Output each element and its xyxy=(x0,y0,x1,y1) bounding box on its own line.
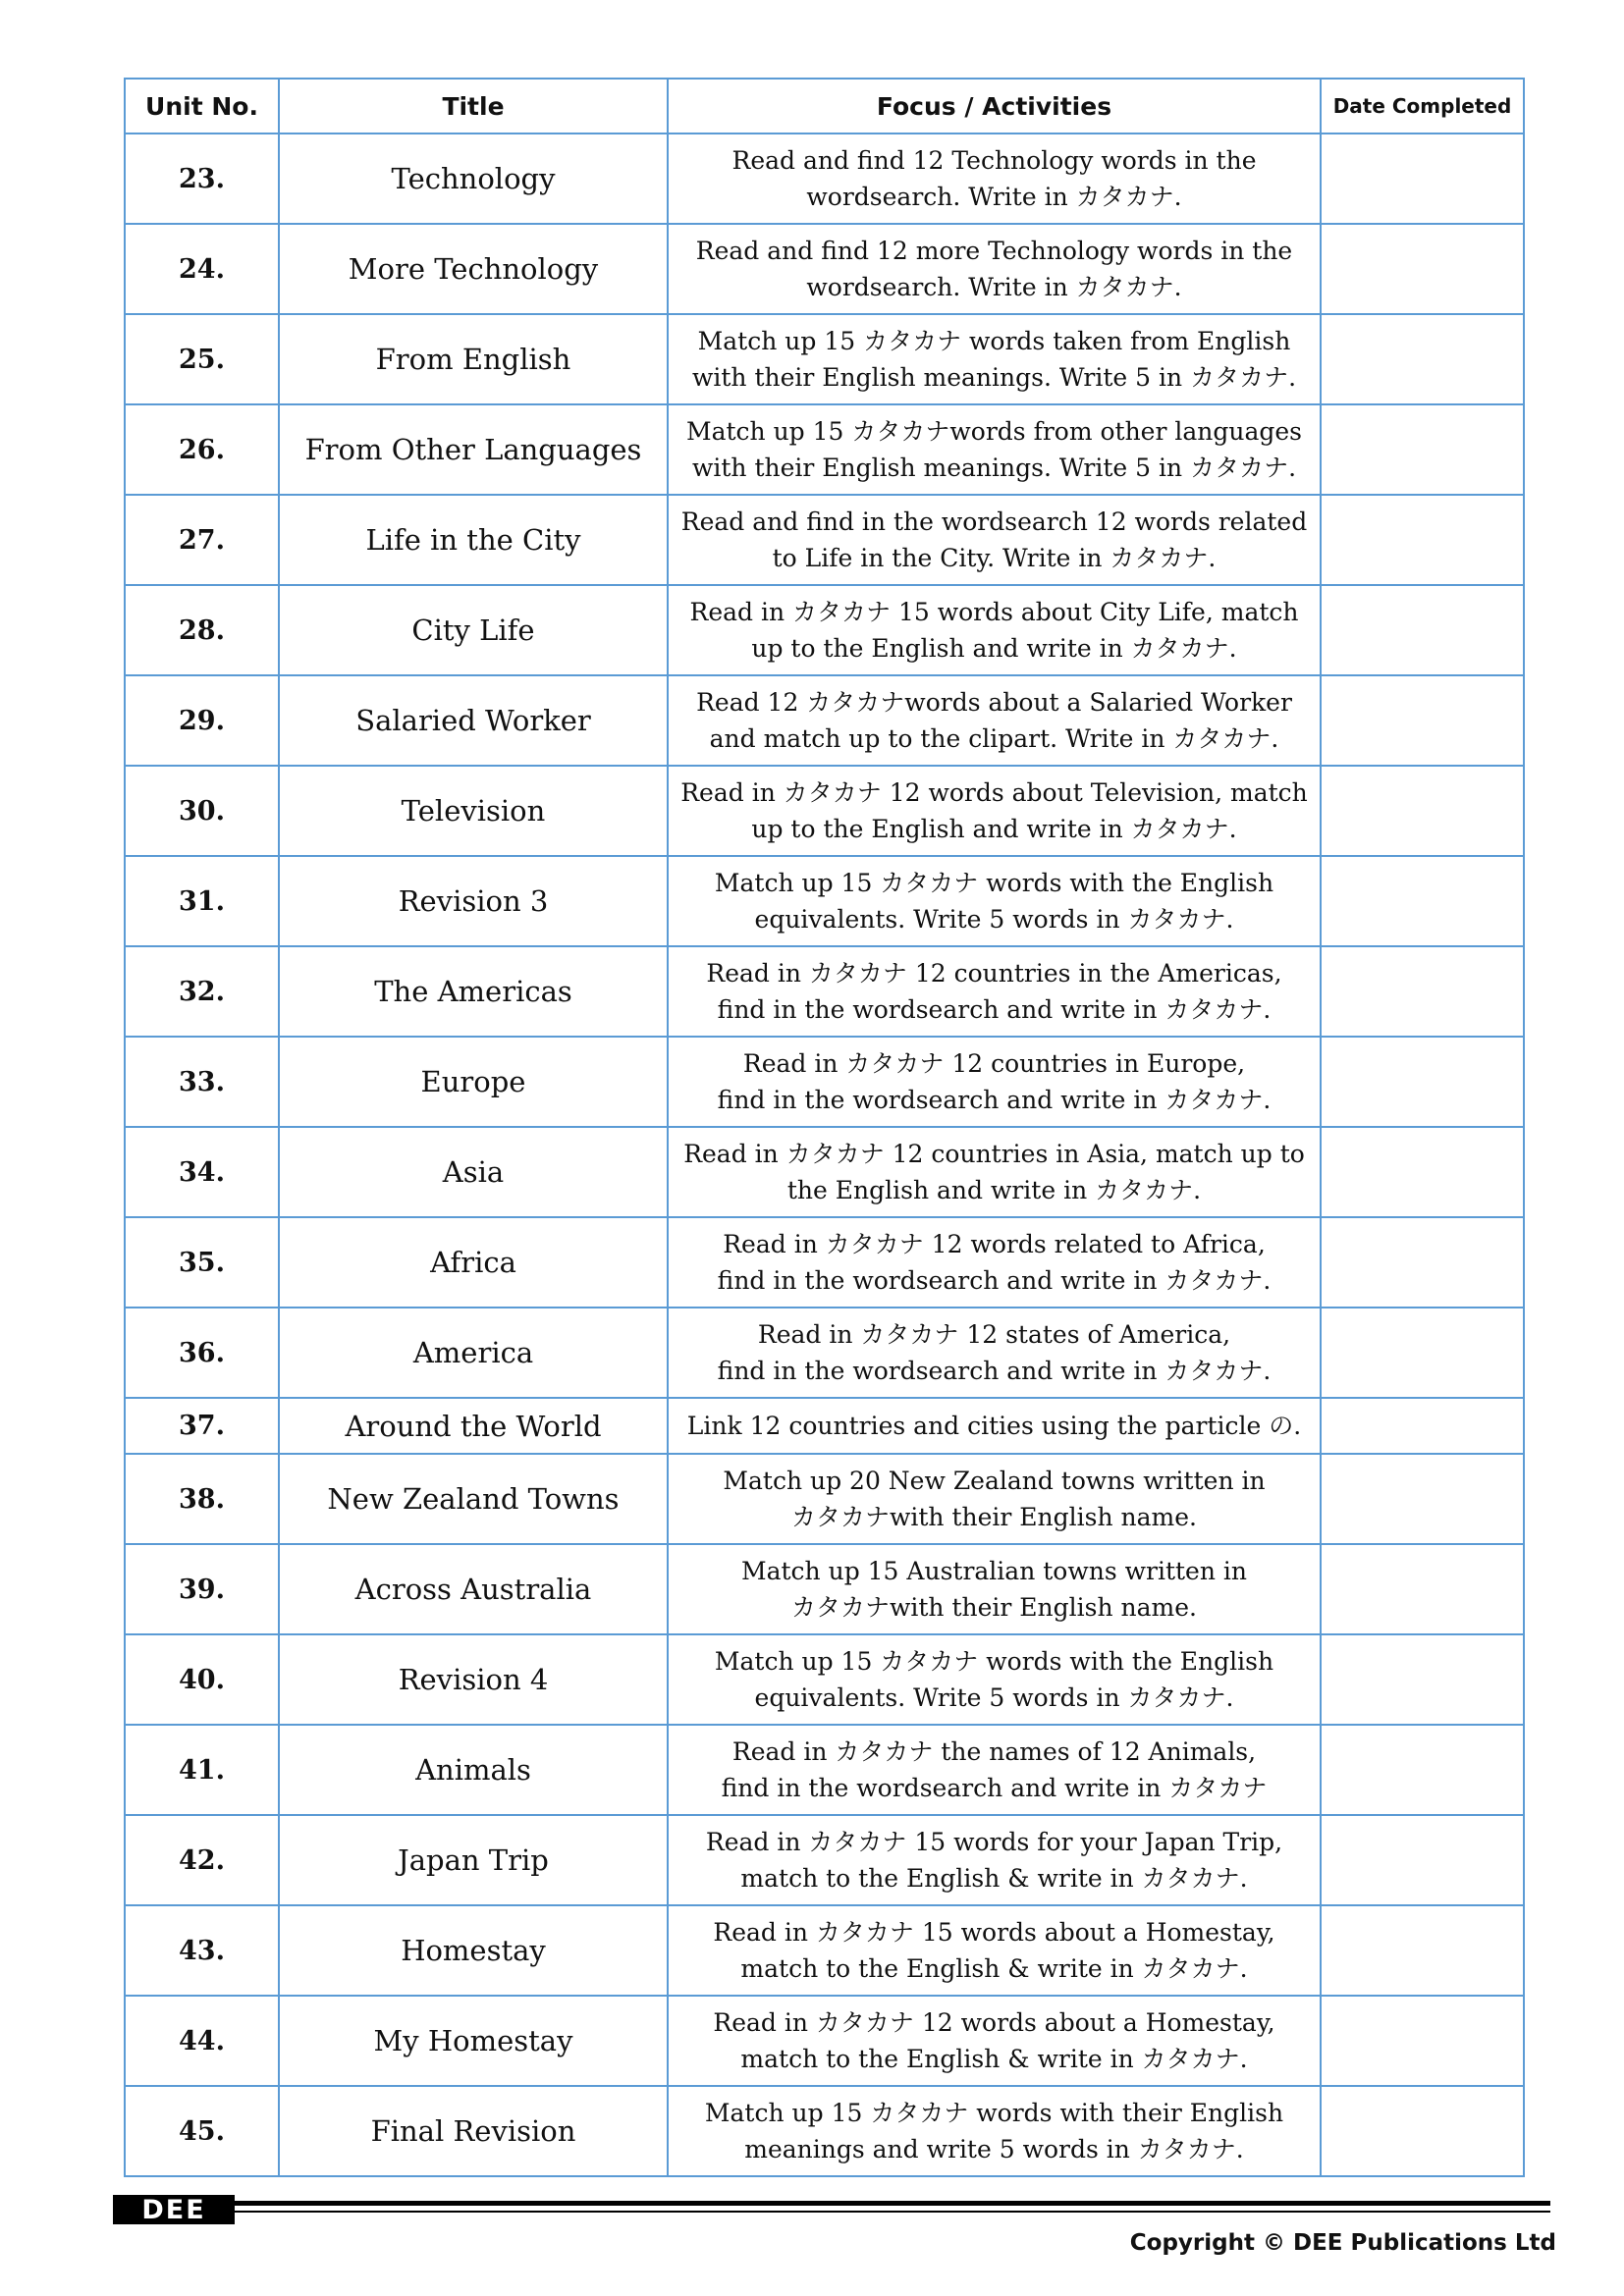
unit-number-cell: 33. xyxy=(125,1037,279,1127)
focus-line: up to the English and write in カタカナ. xyxy=(751,815,1237,843)
focus-line: Read in カタカナ 15 words about a Homestay, xyxy=(713,1918,1275,1947)
focus-line: Read in カタカナ 12 countries in Asia, match up to xyxy=(683,1140,1305,1168)
focus-line: and match up to the clipart. Write in カタカナ. xyxy=(709,724,1279,753)
focus-line: Match up 15 カタカナwords from other languages xyxy=(685,417,1303,446)
focus-line: equivalents. Write 5 words in カタカナ. xyxy=(754,1683,1234,1712)
focus-activities-cell xyxy=(668,133,1321,224)
table-row xyxy=(125,1037,1524,1127)
footer-rule-thick xyxy=(235,2201,1550,2206)
unit-title-cell: Asia xyxy=(279,1127,668,1217)
focus-activities-cell xyxy=(668,404,1321,495)
table-row xyxy=(125,856,1524,946)
focus-line: wordsearch. Write in カタカナ. xyxy=(806,273,1182,301)
focus-line: Match up 20 New Zealand towns written in xyxy=(723,1467,1266,1495)
date-completed-cell[interactable] xyxy=(1321,2086,1524,2176)
table-row xyxy=(125,766,1524,856)
table-row xyxy=(125,224,1524,314)
unit-number-cell: 37. xyxy=(125,1398,279,1454)
header-unit-no: Unit No. xyxy=(125,79,279,133)
unit-title-cell: From English xyxy=(279,314,668,404)
focus-line: up to the English and write in カタカナ. xyxy=(751,634,1237,663)
date-completed-cell[interactable] xyxy=(1321,766,1524,856)
date-completed-cell[interactable] xyxy=(1321,1308,1524,1398)
table-row xyxy=(125,1634,1524,1725)
focus-line: カタカナwith their English name. xyxy=(790,1503,1197,1531)
unit-title-cell: Salaried Worker xyxy=(279,675,668,766)
unit-number-cell: 34. xyxy=(125,1127,279,1217)
unit-number-cell: 32. xyxy=(125,946,279,1037)
unit-title-cell: Across Australia xyxy=(279,1544,668,1634)
table-row xyxy=(125,1127,1524,1217)
date-completed-cell[interactable] xyxy=(1321,585,1524,675)
focus-line: equivalents. Write 5 words in カタカナ. xyxy=(754,905,1234,934)
focus-activities-cell xyxy=(668,1127,1321,1217)
unit-title-cell: From Other Languages xyxy=(279,404,668,495)
focus-activities-cell xyxy=(668,675,1321,766)
unit-title-cell: Europe xyxy=(279,1037,668,1127)
focus-line: カタカナwith their English name. xyxy=(790,1593,1197,1622)
unit-title-cell: The Americas xyxy=(279,946,668,1037)
focus-line: to Life in the City. Write in カタカナ. xyxy=(772,544,1217,572)
header-title: Title xyxy=(279,79,668,133)
unit-title-cell: New Zealand Towns xyxy=(279,1454,668,1544)
focus-activities-cell xyxy=(668,2086,1321,2176)
unit-number-cell: 28. xyxy=(125,585,279,675)
focus-activities-cell xyxy=(668,1454,1321,1544)
table-row xyxy=(125,314,1524,404)
unit-number-cell: 24. xyxy=(125,224,279,314)
unit-number-cell: 41. xyxy=(125,1725,279,1815)
table-row xyxy=(125,1454,1524,1544)
focus-activities-cell xyxy=(668,946,1321,1037)
unit-number-cell: 29. xyxy=(125,675,279,766)
date-completed-cell[interactable] xyxy=(1321,133,1524,224)
unit-title-cell: America xyxy=(279,1308,668,1398)
unit-number-cell: 38. xyxy=(125,1454,279,1544)
focus-line: Match up 15 カタカナ words with the English xyxy=(714,869,1274,897)
date-completed-cell[interactable] xyxy=(1321,675,1524,766)
focus-line: match to the English & write in カタカナ. xyxy=(740,2045,1248,2073)
table-row xyxy=(125,404,1524,495)
focus-activities-cell xyxy=(668,1308,1321,1398)
table-row xyxy=(125,495,1524,585)
focus-line: Read 12 カタカナwords about a Salaried Worker xyxy=(696,688,1292,717)
focus-line: match to the English & write in カタカナ. xyxy=(740,1864,1248,1893)
focus-activities-cell xyxy=(668,856,1321,946)
date-completed-cell[interactable] xyxy=(1321,1454,1524,1544)
unit-number-cell: 30. xyxy=(125,766,279,856)
focus-line: Read and find 12 Technology words in the xyxy=(731,146,1257,175)
date-completed-cell[interactable] xyxy=(1321,946,1524,1037)
focus-activities-cell xyxy=(668,1217,1321,1308)
table-row xyxy=(125,1815,1524,1905)
focus-line: Read in カタカナ 12 countries in Europe, xyxy=(742,1049,1246,1078)
date-completed-cell[interactable] xyxy=(1321,1398,1524,1454)
date-completed-cell[interactable] xyxy=(1321,1037,1524,1127)
focus-line: Match up 15 カタカナ words with their English xyxy=(704,2099,1284,2127)
unit-title-cell: My Homestay xyxy=(279,1996,668,2086)
table-row xyxy=(125,1725,1524,1815)
focus-activities-cell xyxy=(668,1815,1321,1905)
date-completed-cell[interactable] xyxy=(1321,1905,1524,1996)
unit-number-cell: 42. xyxy=(125,1815,279,1905)
unit-title-cell: City Life xyxy=(279,585,668,675)
table-row xyxy=(125,1905,1524,1996)
focus-line: Link 12 countries and cities using the particle の. xyxy=(686,1412,1302,1440)
unit-title-cell: Revision 4 xyxy=(279,1634,668,1725)
unit-title-cell: More Technology xyxy=(279,224,668,314)
unit-title-cell: Life in the City xyxy=(279,495,668,585)
footer-rule-thin xyxy=(235,2211,1550,2213)
focus-line: Match up 15 カタカナ words with the English xyxy=(714,1647,1274,1676)
unit-title-cell: Japan Trip xyxy=(279,1815,668,1905)
focus-activities-cell xyxy=(668,314,1321,404)
focus-line: find in the wordsearch and write in カタカナ xyxy=(721,1774,1268,1802)
focus-activities-cell xyxy=(668,1996,1321,2086)
date-completed-cell[interactable] xyxy=(1321,1815,1524,1905)
unit-number-cell: 43. xyxy=(125,1905,279,1996)
header-focus: Focus / Activities xyxy=(668,79,1321,133)
unit-title-cell: Television xyxy=(279,766,668,856)
unit-number-cell: 31. xyxy=(125,856,279,946)
unit-title-cell: Africa xyxy=(279,1217,668,1308)
focus-line: Read in カタカナ 12 countries in the Americas, xyxy=(706,959,1282,988)
table-row xyxy=(125,1544,1524,1634)
date-completed-cell[interactable] xyxy=(1321,1725,1524,1815)
table-row xyxy=(125,1398,1524,1454)
focus-line: Read in カタカナ 15 words for your Japan Trip, xyxy=(705,1828,1283,1856)
date-completed-cell[interactable] xyxy=(1321,1634,1524,1725)
focus-line: Read and find 12 more Technology words in the xyxy=(695,237,1293,265)
focus-activities-cell xyxy=(668,1725,1321,1815)
header-row xyxy=(125,79,1524,133)
date-completed-cell[interactable] xyxy=(1321,314,1524,404)
focus-line: Read in カタカナ 12 states of America, xyxy=(757,1320,1231,1349)
date-completed-cell[interactable] xyxy=(1321,1127,1524,1217)
date-completed-cell[interactable] xyxy=(1321,495,1524,585)
table-body xyxy=(125,133,1524,2176)
unit-number-cell: 40. xyxy=(125,1634,279,1725)
copyright-text: Copyright © DEE Publications Ltd xyxy=(1129,2230,1556,2256)
focus-line: find in the wordsearch and write in カタカナ. xyxy=(717,1266,1272,1295)
footer-bar xyxy=(113,2195,1550,2224)
focus-line: Read in カタカナ 12 words about a Homestay, xyxy=(713,2008,1275,2037)
focus-activities-cell xyxy=(668,224,1321,314)
unit-title-cell: Around the World xyxy=(279,1398,668,1454)
unit-title-cell: Animals xyxy=(279,1725,668,1815)
unit-title-cell: Revision 3 xyxy=(279,856,668,946)
focus-line: find in the wordsearch and write in カタカナ. xyxy=(717,1357,1272,1385)
focus-activities-cell xyxy=(668,1634,1321,1725)
unit-title-cell: Homestay xyxy=(279,1905,668,1996)
table-row xyxy=(125,585,1524,675)
focus-line: Match up 15 カタカナ words taken from English xyxy=(697,327,1291,355)
focus-line: Match up 15 Australian towns written in xyxy=(741,1557,1247,1585)
focus-line: Read and find in the wordsearch 12 words related xyxy=(680,507,1308,536)
date-completed-cell[interactable] xyxy=(1321,404,1524,495)
focus-activities-cell xyxy=(668,1544,1321,1634)
header-date-completed: Date Completed xyxy=(1321,79,1524,133)
table-row xyxy=(125,1996,1524,2086)
focus-line: Read in カタカナ 12 words about Television, match xyxy=(680,778,1308,807)
focus-activities-cell xyxy=(668,1398,1321,1454)
focus-line: Read in カタカナ 15 words about City Life, match xyxy=(689,598,1299,626)
focus-activities-cell xyxy=(668,1037,1321,1127)
units-table xyxy=(124,78,1525,2177)
unit-number-cell: 23. xyxy=(125,133,279,224)
table-row xyxy=(125,675,1524,766)
focus-line: Read in カタカナ the names of 12 Animals, xyxy=(731,1737,1257,1766)
focus-line: find in the wordsearch and write in カタカナ. xyxy=(717,1086,1272,1114)
date-completed-cell[interactable] xyxy=(1321,1996,1524,2086)
focus-line: with their English meanings. Write 5 in カタカナ. xyxy=(691,363,1297,392)
date-completed-cell[interactable] xyxy=(1321,1217,1524,1308)
table-row xyxy=(125,1308,1524,1398)
focus-line: meanings and write 5 words in カタカナ. xyxy=(744,2135,1244,2163)
focus-line: the English and write in カタカナ. xyxy=(786,1176,1202,1204)
focus-line: wordsearch. Write in カタカナ. xyxy=(806,183,1182,211)
unit-number-cell: 25. xyxy=(125,314,279,404)
focus-line: match to the English & write in カタカナ. xyxy=(740,1954,1248,1983)
unit-title-cell: Final Revision xyxy=(279,2086,668,2176)
table-row xyxy=(125,1217,1524,1308)
unit-title-cell: Technology xyxy=(279,133,668,224)
table-row xyxy=(125,2086,1524,2176)
unit-number-cell: 44. xyxy=(125,1996,279,2086)
unit-number-cell: 26. xyxy=(125,404,279,495)
table-row xyxy=(125,133,1524,224)
focus-line: with their English meanings. Write 5 in カタカナ. xyxy=(691,454,1297,482)
focus-activities-cell xyxy=(668,585,1321,675)
unit-number-cell: 35. xyxy=(125,1217,279,1308)
focus-activities-cell xyxy=(668,766,1321,856)
focus-line: Read in カタカナ 12 words related to Africa, xyxy=(723,1230,1266,1258)
date-completed-cell[interactable] xyxy=(1321,856,1524,946)
date-completed-cell[interactable] xyxy=(1321,1544,1524,1634)
dee-logo: DEE xyxy=(113,2195,235,2224)
unit-number-cell: 45. xyxy=(125,2086,279,2176)
unit-number-cell: 27. xyxy=(125,495,279,585)
focus-line: find in the wordsearch and write in カタカナ. xyxy=(717,995,1272,1024)
focus-activities-cell xyxy=(668,1905,1321,1996)
table-row xyxy=(125,946,1524,1037)
unit-number-cell: 39. xyxy=(125,1544,279,1634)
focus-activities-cell xyxy=(668,495,1321,585)
date-completed-cell[interactable] xyxy=(1321,224,1524,314)
unit-number-cell: 36. xyxy=(125,1308,279,1398)
